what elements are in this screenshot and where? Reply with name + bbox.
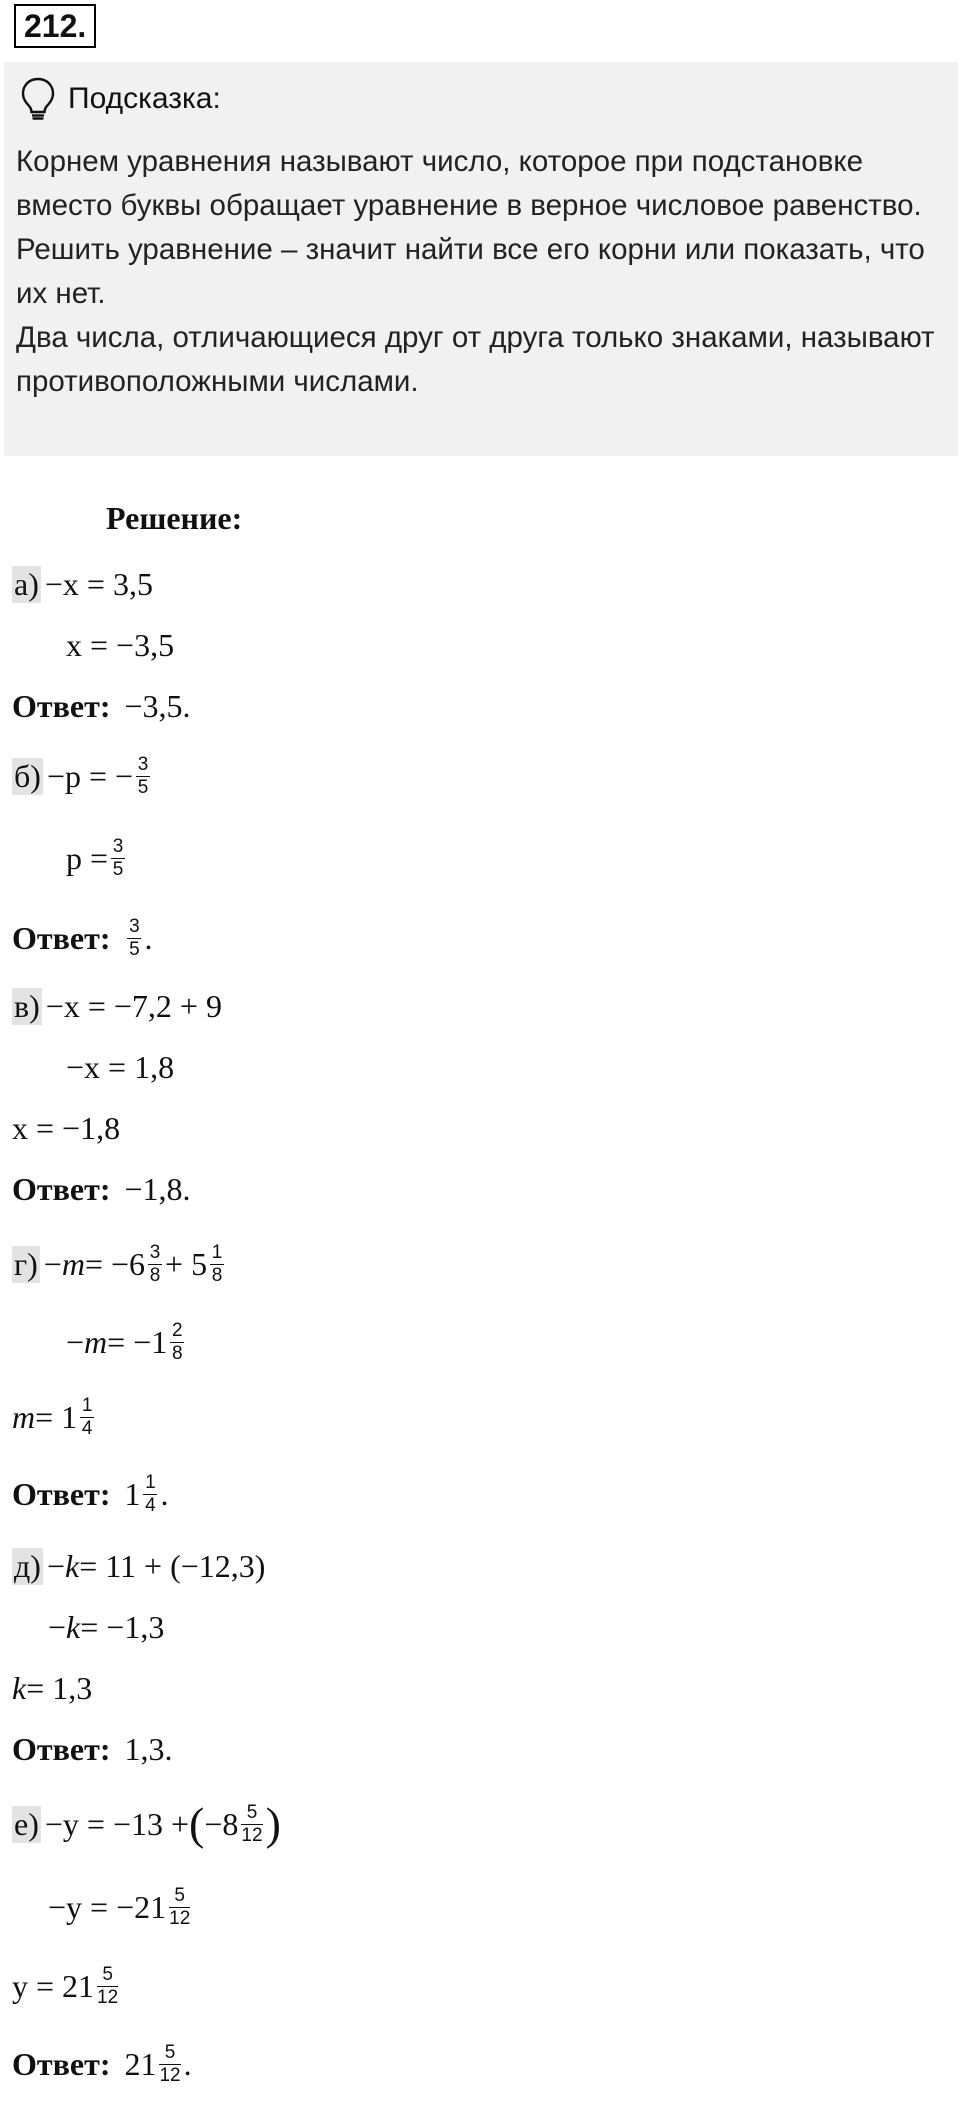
part-v-answer bbox=[12, 1161, 191, 1217]
part-a-eq1 bbox=[12, 556, 153, 612]
equation: x = −3,5 bbox=[66, 626, 175, 663]
fraction: $\frac{5}{12}$ bbox=[241, 1801, 263, 1846]
part-e-answer: Ответ: 21 $\frac{5}{12}$ . bbox=[12, 2041, 192, 2086]
fraction: $\frac{3}{8}$ bbox=[149, 1241, 161, 1286]
hint-text bbox=[16, 140, 946, 404]
fraction: $\frac{5}{12}$ bbox=[97, 1963, 119, 2008]
answer-label: Ответ: bbox=[12, 1475, 111, 1512]
hint-paragraph: Корнем уравнения называют число, которое при подстановке вместо буквы обращает уравнение в верное числовое равенство. bbox=[16, 145, 922, 222]
punctuation: . bbox=[144, 919, 153, 956]
part-d-eq2: − k = −1,3 bbox=[48, 1608, 165, 1645]
part-v-eq2 bbox=[66, 1039, 174, 1095]
fraction: $\frac{3}{5}$ bbox=[112, 835, 124, 880]
solution-heading: Решение: bbox=[106, 500, 243, 536]
answer-value: −1,8. bbox=[124, 1170, 191, 1207]
part-a-answer bbox=[12, 678, 191, 734]
task-number: 212. bbox=[14, 4, 96, 48]
part-a-eq2 bbox=[66, 617, 174, 673]
fraction: $\frac{1}{4}$ bbox=[145, 1471, 156, 1516]
part-g-eq2: − m = −1 $\frac{2}{8}$ bbox=[66, 1319, 183, 1364]
equation: −x = 1,8 bbox=[66, 1048, 175, 1085]
variable: m bbox=[61, 1245, 85, 1282]
part-e-eq1: е) −y = −13 + ( −8 $\frac{5}{12}$ ) bbox=[14, 1798, 281, 1849]
answer-label: Ответ: bbox=[12, 2045, 111, 2082]
equation: p = bbox=[66, 839, 109, 876]
part-d-eq1: д) − k = 11 + (−12,3) bbox=[14, 1547, 266, 1584]
lightbulb-icon bbox=[20, 76, 56, 122]
fraction: $\frac{3}{5}$ bbox=[137, 753, 149, 798]
part-g-eq3: m = 1 $\frac{1}{4}$ bbox=[12, 1394, 93, 1439]
part-b-eq2 bbox=[66, 830, 128, 886]
answer-value: 1,3. bbox=[124, 1730, 173, 1767]
variable: k bbox=[12, 1669, 27, 1706]
hint-box bbox=[4, 62, 958, 456]
part-label: а) bbox=[14, 565, 39, 602]
answer-label: Ответ: bbox=[12, 1170, 111, 1207]
part-g-eq1: г) − m = −6 $\frac{3}{8}$ + 5 $\frac{1}{8}$ bbox=[14, 1241, 223, 1286]
part-label: е) bbox=[14, 1805, 39, 1842]
part-e-eq2: −y = −21 $\frac{5}{12}$ bbox=[48, 1884, 191, 1929]
part-b-eq1 bbox=[12, 748, 153, 804]
variable: k bbox=[66, 1608, 81, 1645]
variable: m bbox=[12, 1398, 36, 1435]
variable: k bbox=[64, 1547, 80, 1584]
equation: −p = − bbox=[46, 757, 134, 794]
part-label: в) bbox=[14, 987, 40, 1024]
part-d-answer bbox=[12, 1721, 172, 1777]
part-v-eq3 bbox=[12, 1100, 120, 1156]
part-d-eq3: k = 1,3 bbox=[12, 1669, 93, 1706]
hint-header bbox=[20, 76, 221, 122]
answer-label: Ответ: bbox=[12, 1730, 111, 1767]
part-label: б) bbox=[14, 757, 41, 794]
hint-title: Подсказка: bbox=[68, 82, 221, 115]
fraction: $\frac{5}{12}$ bbox=[169, 1884, 191, 1929]
answer-label: Ответ: bbox=[12, 919, 111, 956]
fraction: $\frac{1}{8}$ bbox=[211, 1241, 223, 1286]
fraction: $\frac{3}{5}$ bbox=[129, 915, 140, 960]
variable: m bbox=[84, 1323, 108, 1360]
equation: −x = −7,2 + 9 bbox=[45, 987, 222, 1024]
part-e-eq3: y = 21 $\frac{5}{12}$ bbox=[12, 1963, 119, 2008]
equation: x = −1,8 bbox=[12, 1109, 121, 1146]
hint-paragraph: Два числа, отличающиеся друг от друга только знаками, называют противоположными числами. bbox=[16, 321, 935, 398]
part-label: д) bbox=[14, 1547, 41, 1584]
equation: −x = 3,5 bbox=[44, 565, 153, 602]
answer-value: −3,5. bbox=[124, 687, 191, 724]
hint-paragraph: Решить уравнение – значит найти все его корни или показать, что их нет. bbox=[16, 233, 925, 310]
fraction: $\frac{2}{8}$ bbox=[171, 1319, 183, 1364]
fraction: $\frac{5}{12}$ bbox=[159, 2041, 181, 2086]
answer-label: Ответ: bbox=[12, 687, 111, 724]
part-g-answer: Ответ: 1 $\frac{1}{4}$ . bbox=[12, 1471, 169, 1516]
fraction: $\frac{1}{4}$ bbox=[81, 1394, 93, 1439]
part-b-answer bbox=[12, 910, 152, 966]
part-v-eq1 bbox=[12, 978, 222, 1034]
part-label: г) bbox=[14, 1245, 38, 1282]
